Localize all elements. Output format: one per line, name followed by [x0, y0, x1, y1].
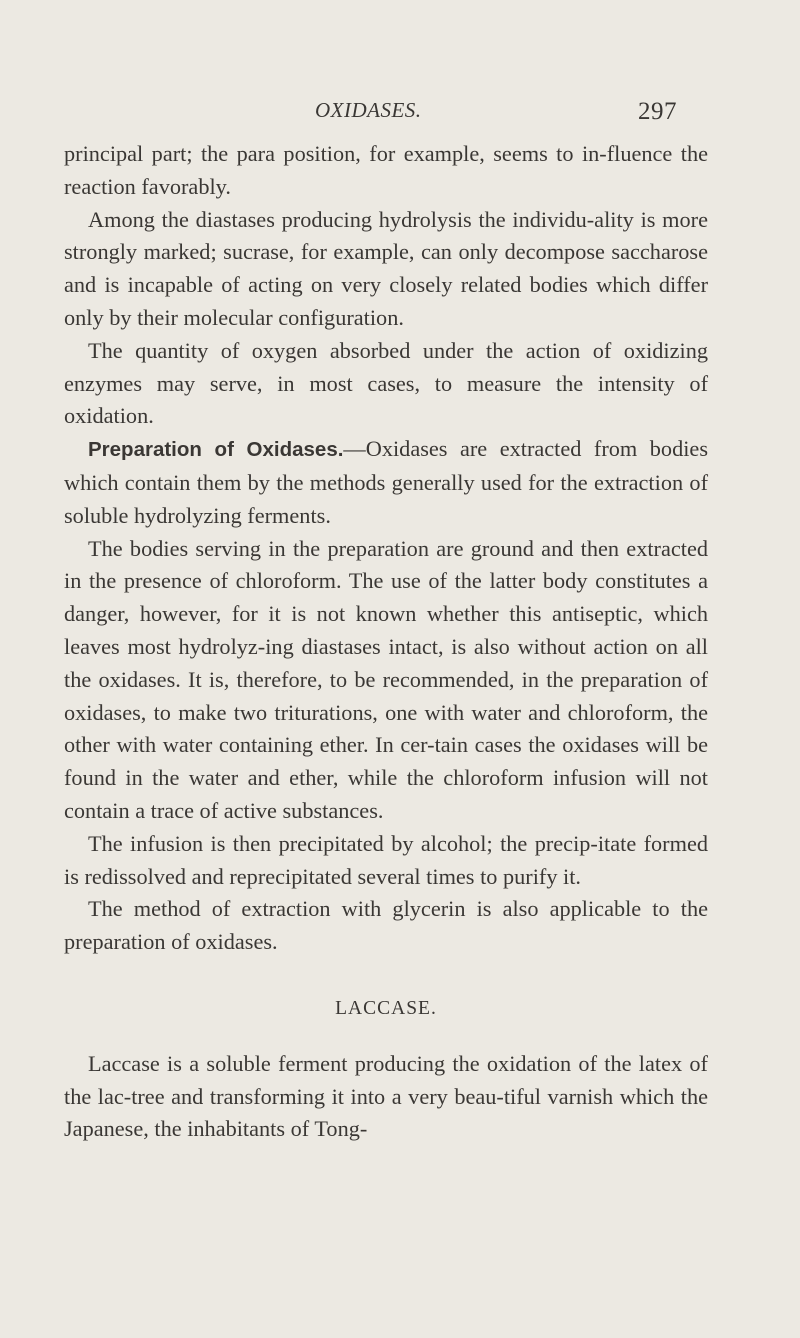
body-text: [64, 138, 708, 1146]
side-heading-preparation: Preparation of Oxidases.: [88, 438, 344, 462]
running-title: OXIDASES.: [315, 98, 422, 122]
paragraph-6: The infusion is then precipitated by alcohol; the precip-itate formed is redissolved and reprecipitated several times to purify it.: [64, 830, 708, 889]
paragraph-2: Among the diastases producing hydrolysis the individu-ality is more strongly marked; sucrase, for example, can only decompose saccharose and is incapable of acting on very closely related bodies which differ only by their molecular configuration.: [64, 206, 708, 330]
paragraph-3: The quantity of oxygen absorbed under the action of oxidizing enzymes may serve, in most cases, to measure the intensity of oxidation.: [64, 337, 708, 429]
paragraph-4-text: —Oxidases are extracted from bodies which contain them by the methods generally used for the extraction of soluble hydrolyzing ferments.: [64, 436, 708, 528]
paragraph-8: Laccase is a soluble ferment producing the oxidation of the latex of the lac-tree and transforming it into a very beau-tiful varnish which the Japanese, the inhabitants of Tong-: [64, 1050, 708, 1142]
paragraph-7: The method of extraction with glycerin is also applicable to the preparation of oxidases.: [64, 896, 708, 955]
section-title-laccase: LACCASE.: [335, 997, 437, 1019]
paragraph-1: principal part; the para position, for example, seems to in-fluence the reaction favorably.: [64, 141, 708, 199]
paragraph-5: The bodies serving in the preparation are ground and then extracted in the presence of chloroform. The use of the latter body constitutes a danger, however, for it is not known whether this antiseptic, which leaves most hydrolyz-ing diastases intact, is also without action on all the oxidases. It is, therefore, to be recommended, in the preparation of oxidases, to make two triturations, one with water and chloroform, the other with water containing ether. In cer-tain cases the oxidases will be found in the water and ether, while the chloroform infusion will not contain a trace of active substances.: [64, 535, 708, 823]
paragraph-4: [64, 433, 708, 532]
page-number: 297: [638, 98, 677, 125]
